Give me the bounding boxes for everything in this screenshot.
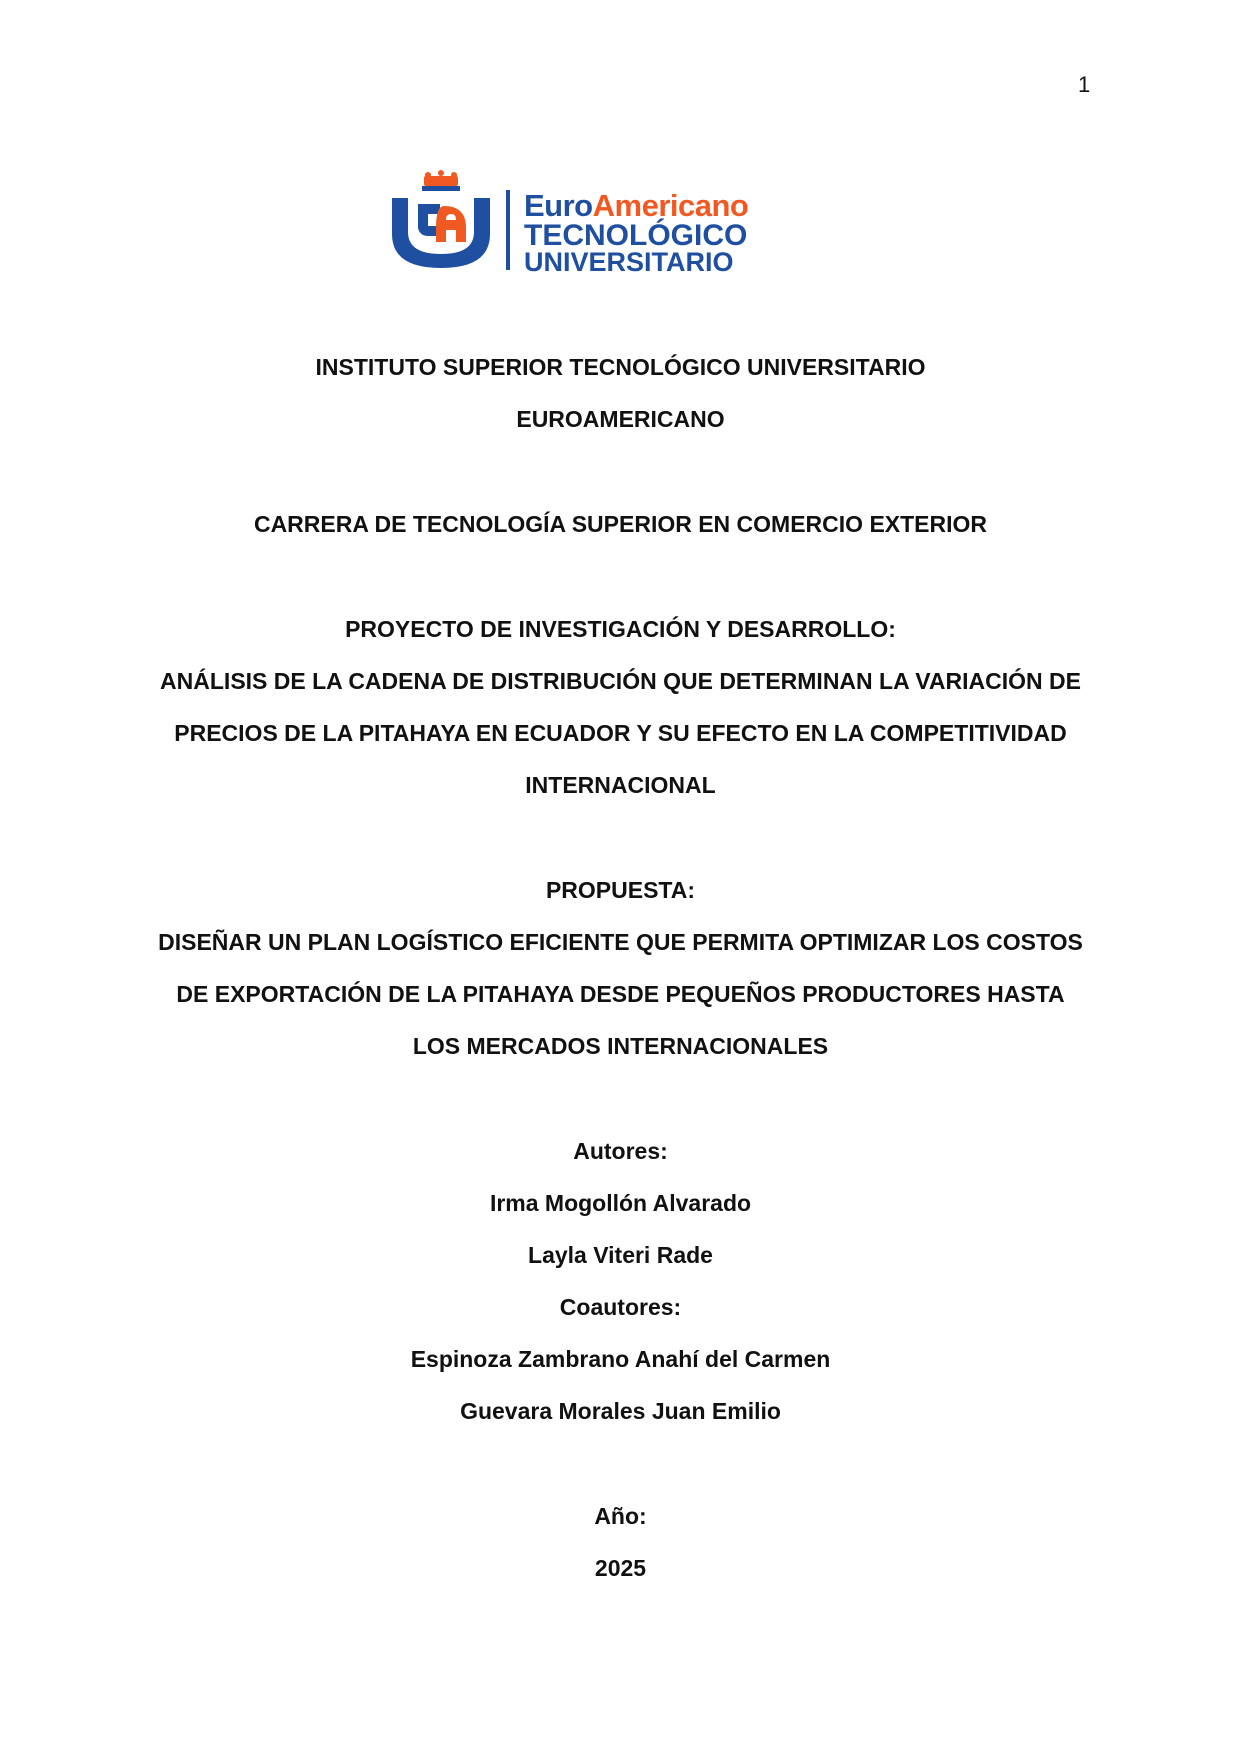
proposal-title-line-3: LOS MERCADOS INTERNACIONALES [412, 1033, 829, 1059]
proposal-title-line-1: DISEÑAR UN PLAN LOGÍSTICO EFICIENTE QUE PERMITA OPTIMIZAR LOS COSTOS [158, 929, 1083, 955]
project-heading: PROYECTO DE INVESTIGACIÓN Y DESARROLLO: [345, 616, 896, 642]
author-name-1: Irma Mogollón Alvarado [489, 1190, 752, 1216]
project-title-line-3: INTERNACIONAL [525, 772, 716, 798]
institution-line-2: EUROAMERICANO [516, 406, 725, 432]
year-value: 2025 [594, 1555, 647, 1581]
emblem-icon [392, 198, 490, 268]
project-title-line-1: ANÁLISIS DE LA CADENA DE DISTRIBUCIÓN QUE DETERMINAN LA VARIACIÓN DE [160, 668, 1081, 694]
logo-line1-part2: Americano [592, 188, 749, 223]
page-number: 1 [1078, 72, 1091, 97]
career-title: CARRERA DE TECNOLOGÍA SUPERIOR EN COMERCIO EXTERIOR [253, 511, 988, 537]
coauthor-name-2: Guevara Morales Juan Emilio [460, 1398, 781, 1424]
author-name-2: Layla Viteri Rade [528, 1242, 713, 1268]
logo-line3: UNIVERSITARIO [524, 247, 734, 277]
authors-heading: Autores: [573, 1138, 668, 1164]
logo-line1 [524, 188, 748, 223]
project-title-line-2: PRECIOS DE LA PITAHAYA EN ECUADOR Y SU EFECTO EN LA COMPETITIVIDAD [174, 720, 1067, 746]
logo-divider [506, 190, 510, 270]
institution-logo [388, 170, 858, 280]
institution-line-1: INSTITUTO SUPERIOR TECNOLÓGICO UNIVERSITARIO [315, 354, 926, 380]
logo-line1-part1: Euro [524, 188, 593, 223]
proposal-heading: PROPUESTA: [545, 877, 696, 903]
coauthors-heading: Coautores: [559, 1294, 682, 1320]
coauthor-name-1: Espinoza Zambrano Anahí del Carmen [410, 1346, 831, 1372]
year-heading: Año: [594, 1503, 647, 1529]
crown-icon [422, 170, 460, 191]
proposal-title-line-2: DE EXPORTACIÓN DE LA PITAHAYA DESDE PEQUEÑOS PRODUCTORES HASTA [176, 981, 1065, 1007]
logo-line2: TECNOLÓGICO [524, 219, 748, 252]
